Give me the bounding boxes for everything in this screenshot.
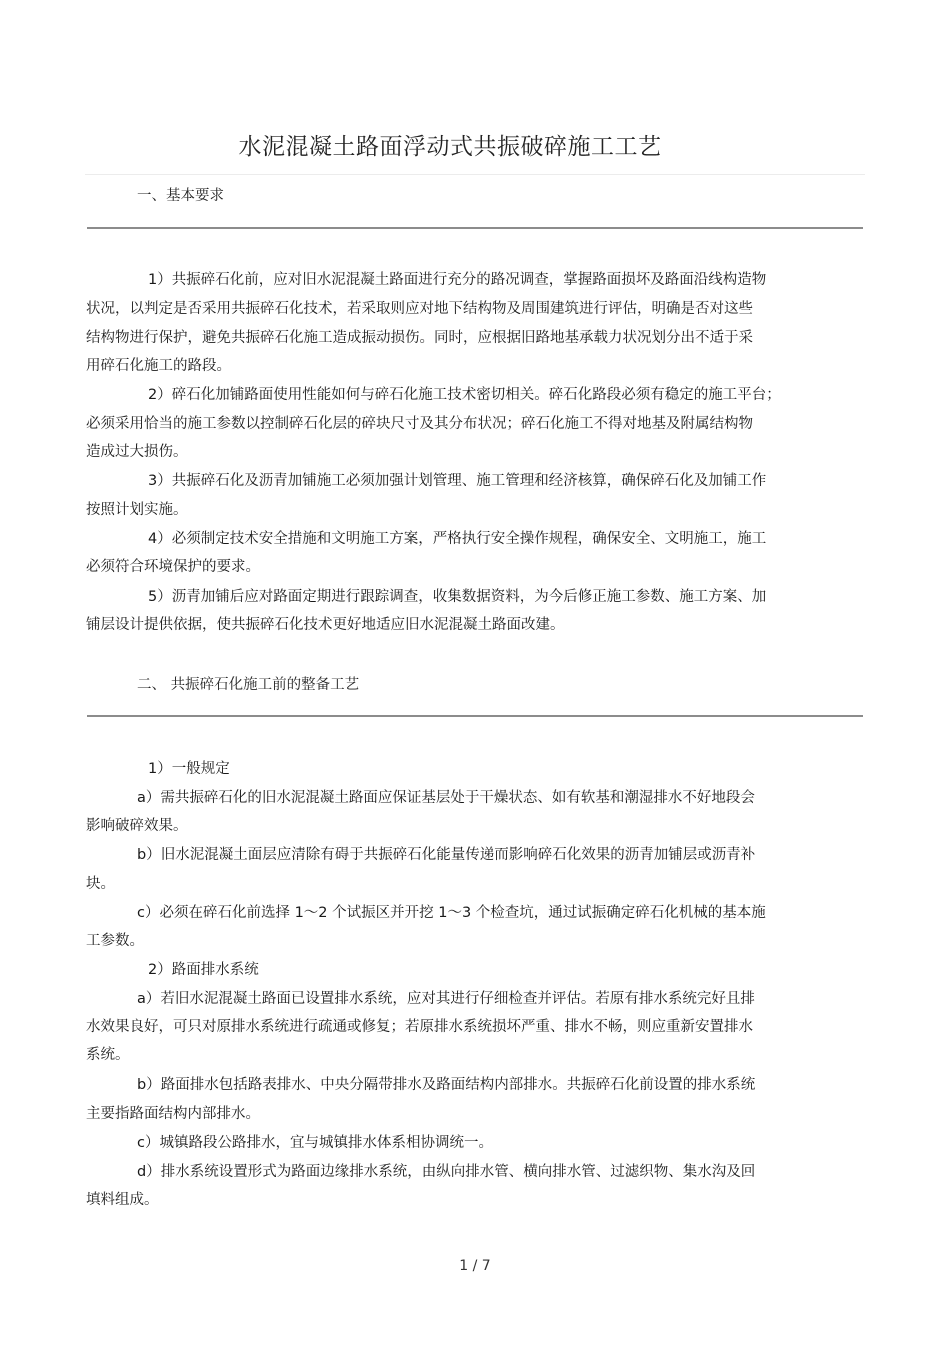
paragraph-line: 2）路面排水系统: [148, 962, 259, 978]
paragraph-line: 结构物进行保护，避免共振碎石化施工造成振动损伤。同时，应根据旧路地基承载力状况划分出不适于采: [86, 330, 753, 346]
page-number: 1 / 7: [459, 1258, 491, 1274]
paragraph-line: 造成过大损伤。: [86, 444, 188, 460]
section-heading-basic-requirements: 一、基本要求: [137, 188, 224, 204]
paragraph-line: 1）共振碎石化前，应对旧水泥混凝土路面进行充分的路况调查，掌握路面损坏及路面沿线构造物: [148, 272, 767, 288]
paragraph-line: a）若旧水泥混凝土路面已设置排水系统，应对其进行仔细检查并评估。若原有排水系统完好且排: [137, 991, 755, 1007]
paragraph-line: 工参数。: [86, 933, 144, 949]
paragraph-line: 4）必须制定技术安全措施和文明施工方案，严格执行安全操作规程，确保安全、文明施工，施工: [148, 531, 767, 547]
document-title: 水泥混凝土路面浮动式共振破碎施工工艺: [238, 134, 662, 160]
paragraph-line: b）旧水泥混凝土面层应清除有碍于共振碎石化能量传递而影响碎石化效果的沥青加铺层或沥青补: [137, 847, 756, 863]
paragraph-line: 必须采用恰当的施工参数以控制碎石化层的碎块尺寸及其分布状况；碎石化施工不得对地基及附属结构物: [86, 416, 753, 432]
paragraph-line: 1）一般规定: [148, 761, 230, 777]
paragraph-line: 水效果良好，可只对原排水系统进行疏通或修复；若原排水系统损坏严重、排水不畅，则应重新安置排水: [86, 1019, 753, 1035]
paragraph-line: 填料组成。: [86, 1192, 159, 1208]
paragraph-line: 主要指路面结构内部排水。: [86, 1106, 260, 1122]
paragraph-line: 必须符合环境保护的要求。: [86, 559, 260, 575]
section-divider: [87, 227, 863, 229]
section-divider: [87, 715, 863, 717]
title-divider: [85, 174, 865, 175]
paragraph-line: 3）共振碎石化及沥青加铺施工必须加强计划管理、施工管理和经济核算，确保碎石化及加铺工作: [148, 473, 767, 489]
paragraph-line: d）排水系统设置形式为路面边缘排水系统，由纵向排水管、横向排水管、过滤织物、集水沟及回: [137, 1164, 756, 1180]
paragraph-line: 块。: [86, 876, 115, 892]
paragraph-line: c）必须在碎石化前选择 1～2 个试振区并开挖 1～3 个检查坑，通过试振确定碎石化机械的基本施: [137, 905, 766, 921]
section-heading-preparation: 二、 共振碎石化施工前的整备工艺: [137, 677, 360, 693]
paragraph-line: b）路面排水包括路表排水、中央分隔带排水及路面结构内部排水。共振碎石化前设置的排水系统: [137, 1077, 756, 1093]
paragraph-line: 5）沥青加铺后应对路面定期进行跟踪调查，收集数据资料，为今后修正施工参数、施工方案、加: [148, 589, 767, 605]
paragraph-line: a）需共振碎石化的旧水泥混凝土路面应保证基层处于干燥状态、如有软基和潮湿排水不好地段会: [137, 790, 755, 806]
paragraph-line: 2）碎石化加铺路面使用性能如何与碎石化施工技术密切相关。碎石化路段必须有稳定的施工平台；: [148, 387, 781, 403]
paragraph-line: 系统。: [86, 1047, 130, 1063]
paragraph-line: 影响破碎效果。: [86, 818, 188, 834]
paragraph-line: 用碎石化施工的路段。: [86, 358, 231, 374]
paragraph-line: 状况，以判定是否采用共振碎石化技术，若采取则应对地下结构物及周围建筑进行评估，明确是否对这些: [86, 301, 753, 317]
paragraph-line: 按照计划实施。: [86, 502, 188, 518]
paragraph-line: 铺层设计提供依据，使共振碎石化技术更好地适应旧水泥混凝土路面改建。: [86, 617, 565, 633]
paragraph-line: c）城镇路段公路排水，宜与城镇排水体系相协调统一。: [137, 1135, 493, 1151]
